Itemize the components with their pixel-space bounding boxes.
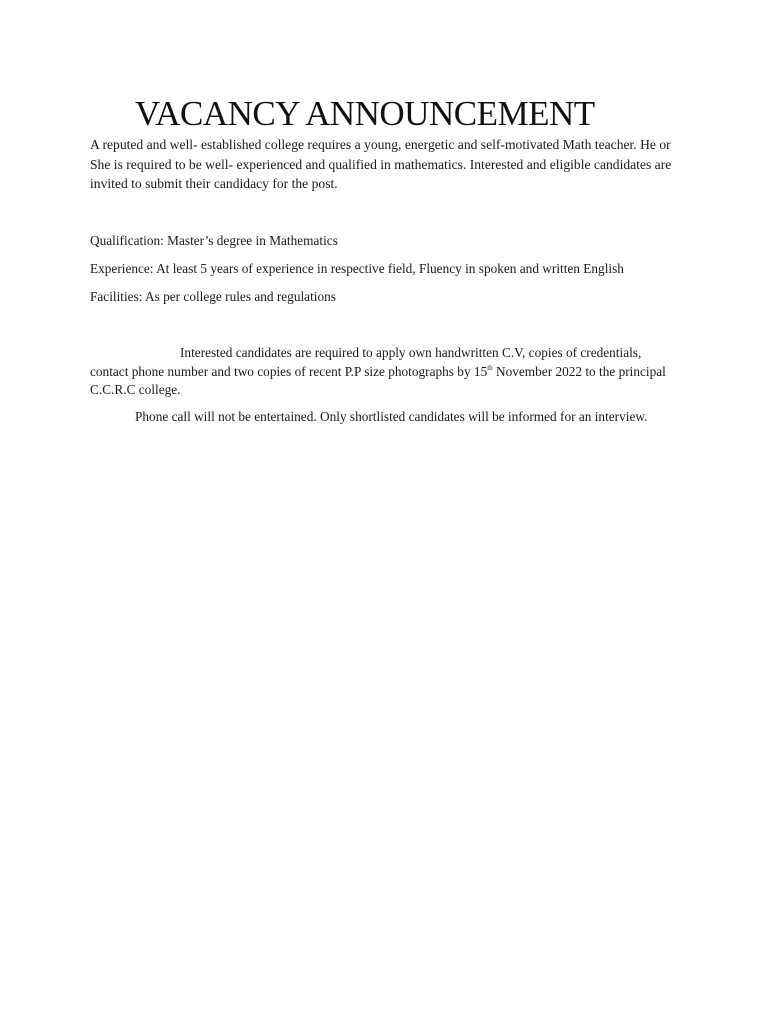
date-ordinal-suffix: th [487, 363, 493, 372]
page-title: VACANCY ANNOUNCEMENT [135, 94, 595, 133]
application-text: Interested candidates are required to apply own handwritten C.V, copies of credentials, contact phone number and two copies of recent P.P size photographs by 15 [90, 345, 642, 379]
experience-line: Experience: At least 5 years of experience in respective field, Fluency in spoken and written English [90, 261, 624, 276]
qualification-line: Qualification: Master’s degree in Mathematics [90, 233, 338, 248]
intro-paragraph: A reputed and well- established college requires a young, energetic and self-motivated Math teacher. He or She is required to be well- experienced and qualified in mathematics. Interested and eligible candidates are invited to submit their candidacy for the post. [90, 137, 672, 191]
application-text-end: November 2022 to the principal C.C.R.C college. [90, 363, 666, 397]
application-paragraph [90, 344, 680, 400]
note-line: Phone call will not be entertained. Only shortlisted candidates will be informed for an interview. [135, 409, 648, 424]
facilities-line: Facilities: As per college rules and regulations [90, 289, 336, 304]
